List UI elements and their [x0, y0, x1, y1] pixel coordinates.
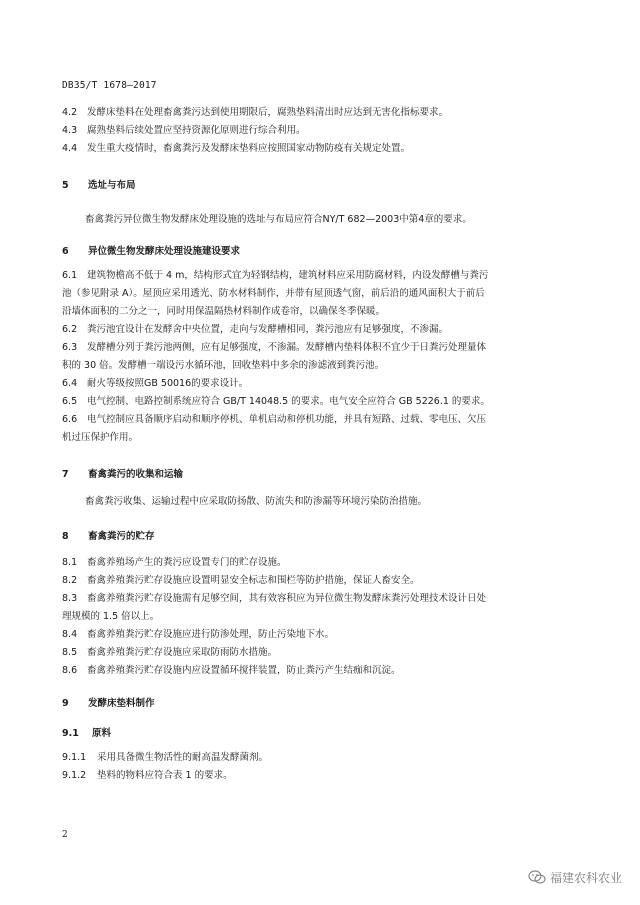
section-number: 7: [62, 469, 69, 480]
section-title: 发酵床垫料制作: [88, 698, 155, 709]
clause-number: 6.2: [62, 324, 78, 335]
wechat-icon: [528, 870, 546, 885]
watermark-text: 福建农科农业: [549, 871, 622, 885]
paragraph: 畜禽粪污异位微生物发酵床处理设施的选址与布局应符合NY/T 682—2003中第4章的要求。: [85, 214, 472, 225]
clause-number: 6.1: [62, 270, 78, 281]
clause-text: 腐熟垫料后续处置应坚持资源化原则进行综合利用。: [87, 125, 306, 136]
clause-text: 粪污池宜设计在发酵舍中央位置，走向与发酵槽相同，粪污池应有足够强度，不渗漏。: [87, 324, 449, 335]
clause-number: 9.1.1: [62, 752, 87, 763]
clause-text: 发酵槽分列于粪污池两侧，应有足够强度，不渗漏。发酵槽内垫料体积不宜少于日粪污处理量体: [87, 342, 487, 353]
clause-number: 8.3: [62, 593, 78, 604]
section-heading: [62, 468, 183, 482]
section-title: 原料: [92, 728, 112, 739]
clause-number: 8.5: [62, 647, 78, 658]
clause-text: 畜禽养殖粪污贮存设施应进行防渗处理，防止污染地下水。: [87, 629, 335, 640]
clause-number: 8.6: [62, 665, 78, 676]
clause-text: 积的 30 倍。发酵槽一端设污水循环池，回收垫料中多余的渗滤液到粪污池。: [62, 360, 385, 371]
clause-text: 机过压保护作用。: [62, 432, 139, 443]
clause-text: 电气控制应具备顺序启动和顺序停机、单机启动和停机功能，并具有短路、过载、零电压、欠压: [87, 414, 487, 425]
section-title: 畜禽粪污的收集和运输: [88, 469, 184, 480]
clause-text: 畜禽养殖粪污贮存设施需有足够空间，其有效容积应为异位微生物发酵床粪污处理技术设计日处: [87, 593, 487, 604]
clause-text: 电气控制、电路控制系统应符合 GB/T 14048.5 的要求。电气安全应符合 GB 5226.1 的要求。: [87, 396, 490, 407]
clause-text: 畜禽养殖粪污贮存设施应采取防雨防水措施。: [87, 647, 278, 658]
clause-text: 理规模的 1.5 倍以上。: [62, 611, 160, 622]
clause-number: 6.4: [62, 378, 78, 389]
paragraph: 畜禽粪污收集、运输过程中应采取防扬散、防流失和防渗漏等环境污染防治措施。: [85, 496, 428, 507]
clause-text: 采用具备微生物活性的耐高温发酵菌剂。: [97, 752, 269, 763]
section-number: 5: [62, 180, 69, 191]
section-title: 异位微生物发酵床处理设施建设要求: [88, 246, 241, 257]
section-heading: [62, 245, 240, 259]
clause-number: 8.4: [62, 629, 78, 640]
section-title: 畜禽粪污的贮存: [88, 531, 155, 542]
clause-text: 沿墙体面积的二分之一，同时用保温隔热材料制作成卷帘，以确保冬季保暖。: [62, 306, 386, 317]
clause-number: 6.6: [62, 414, 78, 425]
section-heading: [62, 179, 136, 193]
section-heading: [62, 530, 155, 544]
clause-number: 6.5: [62, 396, 78, 407]
section-number: 8: [62, 531, 69, 542]
section-heading: [62, 697, 155, 711]
clause-number: 4.3: [62, 125, 78, 136]
clause-text: 耐火等级按照GB 50016的要求设计。: [87, 378, 249, 389]
clause-number: 9.1.2: [62, 770, 87, 781]
clause-text: 池（参见附录 A）。屋顶应采用透光、防水材料制作，并带有屋顶透气窗，前后沿的通风面积大于前后: [62, 288, 485, 299]
section-number: 6: [62, 246, 69, 257]
clause-text: 发酵床垫料在处理畜禽粪污达到使用期限后，腐熟垫料清出时应达到无害化指标要求。: [87, 107, 449, 118]
document-id: DB35/T 1678—2017: [62, 80, 157, 91]
section-heading: [62, 727, 111, 741]
clause-number: 4.4: [62, 143, 78, 154]
watermark: [528, 869, 622, 886]
clause-number: 6.3: [62, 342, 78, 353]
section-number: 9.1: [62, 728, 79, 739]
clause-text: 垫料的物料应符合表 1 的要求。: [97, 770, 233, 781]
clause-text: 发生重大疫情时，畜禽粪污及发酵床垫料应按照国家动物防疫有关规定处置。: [87, 143, 411, 154]
clause-number: 8.2: [62, 575, 78, 586]
clause-text: 建筑物檐高不低于 4 m，结构形式宜为轻钢结构，建筑材料应采用防腐材料，内设发酵槽与粪污: [87, 270, 489, 281]
clause-number: 4.2: [62, 107, 78, 118]
section-title: 选址与布局: [88, 180, 136, 191]
clause-text: 畜禽养殖粪污贮存设施应设置明显安全标志和围栏等防护措施，保证人畜安全。: [87, 575, 420, 586]
page-number: 2: [62, 830, 68, 840]
clause-text: 畜禽养殖场产生的粪污应设置专门的贮存设施。: [87, 557, 287, 568]
clause-text: 畜禽养殖粪污贮存设施内应设置循环搅拌装置，防止粪污产生结痂和沉淀。: [87, 665, 401, 676]
clause-number: 8.1: [62, 557, 78, 568]
section-number: 9: [62, 698, 69, 709]
